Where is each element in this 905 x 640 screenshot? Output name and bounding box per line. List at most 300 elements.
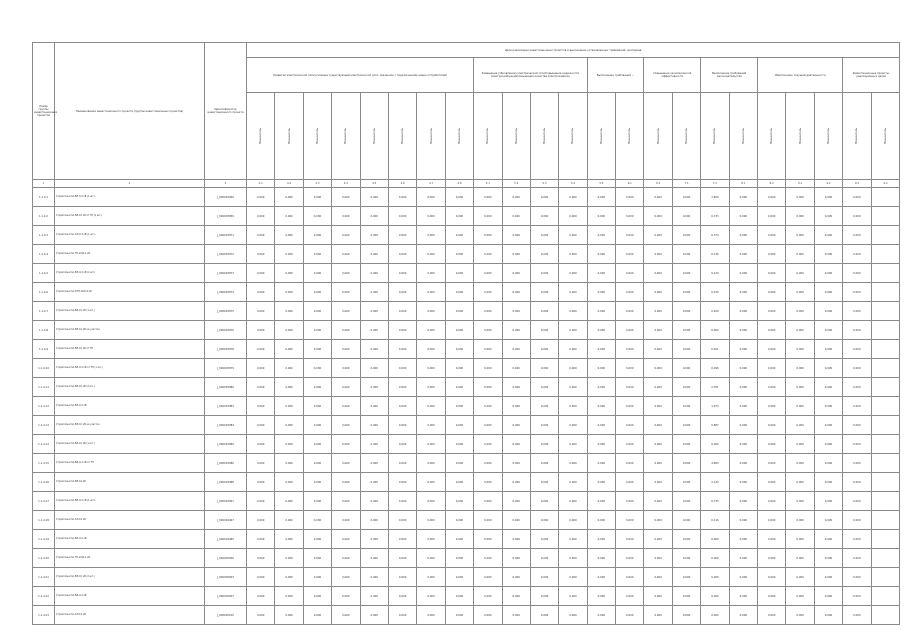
value-cell: 0,000 bbox=[616, 264, 644, 283]
value-cell: 0,000 bbox=[417, 511, 445, 530]
column-number-cell: 6.2 bbox=[644, 180, 672, 188]
table-row bbox=[33, 454, 900, 473]
value-cell: 0,000 bbox=[388, 226, 416, 245]
value-cell: 0,000 bbox=[701, 530, 729, 549]
value-cell: 0,000 bbox=[644, 340, 672, 359]
column-number-cell: 2 bbox=[55, 180, 205, 188]
subheader-cell: Показатель bbox=[502, 93, 530, 180]
value-cell: 0,000 bbox=[502, 340, 530, 359]
empty-cell bbox=[871, 568, 900, 587]
table-row bbox=[33, 416, 900, 435]
value-cell: 0,000 bbox=[388, 378, 416, 397]
value-cell: 0,000 bbox=[644, 207, 672, 226]
value-cell: 0,000 bbox=[559, 226, 587, 245]
value-cell: 0,000 bbox=[758, 226, 786, 245]
value-cell: 0,000 bbox=[729, 302, 757, 321]
value-cell: 0,000 bbox=[729, 359, 757, 378]
value-cell: 0,000 bbox=[445, 378, 473, 397]
value-cell: 0,000 bbox=[786, 378, 814, 397]
empty-cell bbox=[871, 245, 900, 264]
value-cell: 0,000 bbox=[672, 473, 700, 492]
value-cell: 0,000 bbox=[672, 587, 700, 606]
value-cell: 0,000 bbox=[417, 226, 445, 245]
value-cell: 0,000 bbox=[417, 302, 445, 321]
value-cell: 0,000 bbox=[247, 568, 275, 587]
value-cell: 0,000 bbox=[758, 378, 786, 397]
value-cell: 0,000 bbox=[417, 245, 445, 264]
value-cell: 0,000 bbox=[843, 188, 871, 207]
value-cell: 0,000 bbox=[587, 245, 615, 264]
value-cell: 0,000 bbox=[644, 226, 672, 245]
document-sheet bbox=[32, 42, 890, 632]
value-cell: 0,000 bbox=[644, 568, 672, 587]
value-cell: 0,000 bbox=[644, 435, 672, 454]
project-id-cell: J_000003976 bbox=[205, 321, 247, 340]
column-number-cell: 4.4 bbox=[332, 180, 360, 188]
value-cell: 0,000 bbox=[502, 283, 530, 302]
value-cell: 0,000 bbox=[417, 530, 445, 549]
row-number-cell: 1.1.4.17 bbox=[33, 492, 55, 511]
value-cell: 0,000 bbox=[559, 245, 587, 264]
subheader-cell: Показатель bbox=[672, 93, 700, 180]
value-cell: 0,000 bbox=[530, 606, 558, 625]
value-cell: 0,209 bbox=[701, 302, 729, 321]
table-row bbox=[33, 207, 900, 226]
project-id-cell: J_000005007 bbox=[205, 587, 247, 606]
value-cell: 0,000 bbox=[445, 245, 473, 264]
value-cell: 0,000 bbox=[388, 397, 416, 416]
value-cell: 0,000 bbox=[616, 378, 644, 397]
value-cell: 0,000 bbox=[559, 549, 587, 568]
project-name-cell: Строительство КЛ-0,4 кВ (1 шт.) bbox=[55, 226, 205, 245]
value-cell: 0,000 bbox=[616, 511, 644, 530]
project-name-cell: Строительство ВЛ-10 кВ (1 шт.) bbox=[55, 435, 205, 454]
group-header-6: Обеспечение текущей деятельности bbox=[758, 58, 843, 93]
value-cell: 0,000 bbox=[360, 188, 388, 207]
value-cell: 0,000 bbox=[616, 530, 644, 549]
value-cell: 0,000 bbox=[502, 454, 530, 473]
value-cell: 0,000 bbox=[672, 530, 700, 549]
value-cell: 0,000 bbox=[644, 473, 672, 492]
column-number-cell: 4.3 bbox=[303, 180, 331, 188]
value-cell: 0,000 bbox=[332, 302, 360, 321]
value-cell: 0,000 bbox=[275, 340, 303, 359]
value-cell: 0,000 bbox=[559, 473, 587, 492]
value-cell: 0,000 bbox=[729, 492, 757, 511]
project-id-cell: J_000003991 bbox=[205, 492, 247, 511]
project-name-cell: Строительство ВЛ-10 кВ от ТП bbox=[55, 340, 205, 359]
project-name-cell: Строительство ВЛ-10 кВ на участке bbox=[55, 321, 205, 340]
table-row bbox=[33, 587, 900, 606]
value-cell: 0,000 bbox=[247, 245, 275, 264]
value-cell: 0,000 bbox=[303, 264, 331, 283]
value-cell: 0,000 bbox=[672, 302, 700, 321]
value-cell: 0,000 bbox=[360, 264, 388, 283]
value-cell: 0,000 bbox=[701, 549, 729, 568]
subheader-cell: Показатель bbox=[247, 93, 275, 180]
value-cell: 0,000 bbox=[445, 207, 473, 226]
value-cell: 0,000 bbox=[559, 188, 587, 207]
value-cell: 0,000 bbox=[445, 340, 473, 359]
value-cell: 0,000 bbox=[332, 511, 360, 530]
value-cell: 0,000 bbox=[360, 511, 388, 530]
value-cell: 0,000 bbox=[758, 587, 786, 606]
value-cell: 0,021 bbox=[701, 340, 729, 359]
value-cell: 0,000 bbox=[247, 492, 275, 511]
value-cell: 0,000 bbox=[275, 473, 303, 492]
value-cell: 0,000 bbox=[843, 435, 871, 454]
column-number-cell: 4.2 bbox=[275, 180, 303, 188]
value-cell: 0,000 bbox=[559, 454, 587, 473]
value-cell: 0,130 bbox=[701, 245, 729, 264]
subheader-cell: Показатель bbox=[388, 93, 416, 180]
project-id-cell: J_000003980 bbox=[205, 378, 247, 397]
value-cell: 0,000 bbox=[417, 321, 445, 340]
value-cell: 0,000 bbox=[388, 606, 416, 625]
value-cell: 0,000 bbox=[672, 264, 700, 283]
value-cell: 0,000 bbox=[758, 397, 786, 416]
value-cell: 0,000 bbox=[587, 606, 615, 625]
table-row bbox=[33, 549, 900, 568]
value-cell: 0,000 bbox=[814, 302, 842, 321]
value-cell: 0,000 bbox=[814, 587, 842, 606]
value-cell: 2,143 bbox=[701, 473, 729, 492]
value-cell: 0,000 bbox=[786, 359, 814, 378]
column-number-cell: 4.6 bbox=[388, 180, 416, 188]
value-cell: 0,000 bbox=[332, 321, 360, 340]
project-id-cell: J_000004485 bbox=[205, 530, 247, 549]
value-cell: 0,000 bbox=[559, 321, 587, 340]
value-cell: 0,000 bbox=[530, 359, 558, 378]
value-cell: 0,000 bbox=[843, 245, 871, 264]
subheader-cell: Показатель bbox=[871, 93, 900, 180]
value-cell: 0,000 bbox=[360, 530, 388, 549]
column-number-cell: 3 bbox=[205, 180, 247, 188]
value-cell: 0,000 bbox=[729, 587, 757, 606]
value-cell: 0,000 bbox=[530, 207, 558, 226]
col-id-header: Идентификатор инвестиционного проекта bbox=[205, 43, 247, 180]
value-cell: 0,000 bbox=[388, 416, 416, 435]
value-cell: 0,000 bbox=[786, 340, 814, 359]
value-cell: 0,000 bbox=[275, 549, 303, 568]
value-cell: 0,000 bbox=[814, 226, 842, 245]
table-row bbox=[33, 340, 900, 359]
value-cell: 0,000 bbox=[388, 245, 416, 264]
value-cell: 0,000 bbox=[275, 530, 303, 549]
value-cell: 0,000 bbox=[672, 226, 700, 245]
project-id-cell: J_000003974 bbox=[205, 283, 247, 302]
value-cell: 0,000 bbox=[729, 321, 757, 340]
value-cell: 0,000 bbox=[417, 473, 445, 492]
value-cell: 0,000 bbox=[644, 359, 672, 378]
table-row bbox=[33, 473, 900, 492]
subheader-cell: Показатель bbox=[843, 93, 871, 180]
value-cell: 0,000 bbox=[672, 492, 700, 511]
value-cell: 0,000 bbox=[672, 435, 700, 454]
value-cell: 0,000 bbox=[530, 530, 558, 549]
value-cell: 0,000 bbox=[814, 454, 842, 473]
column-number-cell: 4.1 bbox=[247, 180, 275, 188]
value-cell: 0,070 bbox=[701, 283, 729, 302]
table-row bbox=[33, 568, 900, 587]
value-cell: 0,000 bbox=[786, 511, 814, 530]
empty-cell bbox=[871, 397, 900, 416]
value-cell: 0,000 bbox=[275, 245, 303, 264]
project-name-cell: Строительство ВЛ-0,4 кВ bbox=[55, 397, 205, 416]
value-cell: 0,000 bbox=[814, 435, 842, 454]
value-cell: 0,000 bbox=[332, 340, 360, 359]
project-name-cell: Строительство ВЛ 0,4 кВ (1 шт.) bbox=[55, 188, 205, 207]
value-cell: 0,000 bbox=[616, 587, 644, 606]
value-cell: 0,000 bbox=[587, 454, 615, 473]
value-cell: 0,000 bbox=[786, 530, 814, 549]
value-cell: 0,000 bbox=[303, 188, 331, 207]
value-cell: 0,000 bbox=[758, 340, 786, 359]
value-cell: 0,000 bbox=[729, 454, 757, 473]
group-header-4: Повышение экономической эффективности bbox=[644, 58, 701, 93]
value-cell: 0,000 bbox=[814, 359, 842, 378]
value-cell: 0,000 bbox=[417, 264, 445, 283]
subheader-cell: Показатель bbox=[814, 93, 842, 180]
value-cell: 0,000 bbox=[332, 435, 360, 454]
value-cell: 0,000 bbox=[332, 587, 360, 606]
value-cell: 0,000 bbox=[388, 492, 416, 511]
value-cell: 0,000 bbox=[758, 473, 786, 492]
value-cell: 0,000 bbox=[559, 302, 587, 321]
value-cell: 0,000 bbox=[502, 530, 530, 549]
value-cell: 0,000 bbox=[758, 245, 786, 264]
value-cell: 0,000 bbox=[388, 264, 416, 283]
value-cell: 0,000 bbox=[474, 226, 502, 245]
value-cell: 0,000 bbox=[332, 188, 360, 207]
col-name-header: Наименование инвестиционного проекта (группы инвестиционных проектов) bbox=[55, 43, 205, 180]
project-id-cell: J_000005010 bbox=[205, 606, 247, 625]
subheader-cell: Показатель bbox=[530, 93, 558, 180]
value-cell: 0,000 bbox=[672, 188, 700, 207]
value-cell: 0,000 bbox=[303, 454, 331, 473]
value-cell: 0,000 bbox=[388, 302, 416, 321]
value-cell: 0,000 bbox=[530, 587, 558, 606]
value-cell: 0,000 bbox=[729, 340, 757, 359]
value-cell: 0,000 bbox=[445, 606, 473, 625]
value-cell: 0,000 bbox=[616, 245, 644, 264]
value-cell: 0,733 bbox=[701, 207, 729, 226]
table-row bbox=[33, 435, 900, 454]
row-number-cell: 1.1.4.19 bbox=[33, 530, 55, 549]
row-number-cell: 1.1.4.3 bbox=[33, 226, 55, 245]
value-cell: 0,000 bbox=[758, 264, 786, 283]
value-cell: 0,000 bbox=[502, 378, 530, 397]
project-id-cell: J_000003986 bbox=[205, 454, 247, 473]
project-id-cell: J_000003972 bbox=[205, 245, 247, 264]
value-cell: 0,000 bbox=[332, 568, 360, 587]
value-cell: 0,000 bbox=[247, 207, 275, 226]
value-cell: 0,000 bbox=[729, 568, 757, 587]
value-cell: 0,000 bbox=[530, 321, 558, 340]
value-cell: 0,000 bbox=[843, 283, 871, 302]
value-cell: 0,000 bbox=[530, 264, 558, 283]
value-cell: 0,000 bbox=[474, 473, 502, 492]
empty-cell bbox=[871, 283, 900, 302]
project-id-cell: J_000005000 bbox=[205, 549, 247, 568]
value-cell: 0,000 bbox=[332, 454, 360, 473]
value-cell: 0,000 bbox=[616, 226, 644, 245]
value-cell: 0,000 bbox=[474, 511, 502, 530]
value-cell: 0,116 bbox=[701, 511, 729, 530]
empty-cell bbox=[871, 378, 900, 397]
value-cell: 0,000 bbox=[445, 397, 473, 416]
value-cell: 0,000 bbox=[388, 359, 416, 378]
value-cell: 0,000 bbox=[417, 397, 445, 416]
value-cell: 0,000 bbox=[445, 492, 473, 511]
value-cell: 0,000 bbox=[616, 188, 644, 207]
column-number-cell: 7.1 bbox=[672, 180, 700, 188]
value-cell: 0,000 bbox=[814, 473, 842, 492]
value-cell: 0,000 bbox=[786, 606, 814, 625]
value-cell: 0,000 bbox=[644, 492, 672, 511]
table-row bbox=[33, 245, 900, 264]
value-cell: 1,650 bbox=[701, 188, 729, 207]
group-header-1: Развитие электрической сети/усиление существующей электрической сети, связанное с подключением новых потребителей bbox=[247, 58, 474, 93]
value-cell: 0,000 bbox=[388, 283, 416, 302]
value-cell: 0,000 bbox=[644, 416, 672, 435]
table-row bbox=[33, 378, 900, 397]
value-cell: 0,000 bbox=[729, 207, 757, 226]
value-cell: 0,000 bbox=[360, 435, 388, 454]
value-cell: 0,000 bbox=[616, 359, 644, 378]
value-cell: 0,000 bbox=[644, 511, 672, 530]
value-cell: 0,000 bbox=[502, 188, 530, 207]
value-cell: 0,000 bbox=[303, 549, 331, 568]
value-cell: 0,000 bbox=[332, 359, 360, 378]
value-cell: 0,000 bbox=[786, 321, 814, 340]
value-cell: 0,000 bbox=[530, 454, 558, 473]
value-cell: 0,000 bbox=[644, 245, 672, 264]
value-cell: 0,000 bbox=[502, 587, 530, 606]
value-cell: 0,000 bbox=[303, 226, 331, 245]
project-name-cell: Строительство ВЛ-10 кВ от ТП (1 шт.) bbox=[55, 207, 205, 226]
value-cell: 0,000 bbox=[786, 454, 814, 473]
subheader-cell: Показатель bbox=[701, 93, 729, 180]
row-number-cell: 1.1.4.5 bbox=[33, 264, 55, 283]
value-cell: 0,000 bbox=[786, 435, 814, 454]
value-cell: 0,000 bbox=[247, 359, 275, 378]
value-cell: 0,000 bbox=[587, 321, 615, 340]
value-cell: 0,000 bbox=[417, 416, 445, 435]
value-cell: 0,000 bbox=[360, 321, 388, 340]
column-number-cell: 1 bbox=[33, 180, 55, 188]
value-cell: 0,000 bbox=[786, 264, 814, 283]
value-cell: 0,000 bbox=[332, 606, 360, 625]
value-cell: 0,000 bbox=[303, 283, 331, 302]
value-cell: 0,000 bbox=[474, 587, 502, 606]
row-number-cell: 1.1.4.9 bbox=[33, 340, 55, 359]
empty-cell bbox=[871, 473, 900, 492]
value-cell: 0,000 bbox=[474, 530, 502, 549]
project-name-cell: Строительство ВЛ-10 кВ (2 шт.) bbox=[55, 568, 205, 587]
value-cell: 0,000 bbox=[758, 568, 786, 587]
value-cell: 0,000 bbox=[474, 340, 502, 359]
value-cell: 0,000 bbox=[303, 511, 331, 530]
value-cell: 0,000 bbox=[587, 397, 615, 416]
subheader-cell: Показатель bbox=[445, 93, 473, 180]
value-cell: 0,000 bbox=[786, 207, 814, 226]
value-cell: 0,000 bbox=[502, 492, 530, 511]
value-cell: 0,000 bbox=[360, 606, 388, 625]
empty-cell bbox=[871, 549, 900, 568]
value-cell: 0,000 bbox=[474, 568, 502, 587]
column-number-cell: 5.5 bbox=[587, 180, 615, 188]
value-cell: 0,000 bbox=[417, 207, 445, 226]
value-cell: 0,000 bbox=[445, 188, 473, 207]
value-cell: 0,000 bbox=[388, 568, 416, 587]
project-name-cell: Строительство ВЛ-0,4 кВ от ТП bbox=[55, 454, 205, 473]
empty-cell bbox=[871, 530, 900, 549]
value-cell: 0,000 bbox=[616, 207, 644, 226]
column-number-cell: 9.3 bbox=[843, 180, 871, 188]
subheader-cell: Показатель bbox=[474, 93, 502, 180]
value-cell: 0,000 bbox=[843, 416, 871, 435]
row-number-cell: 1.1.4.4 bbox=[33, 245, 55, 264]
value-cell: 0,000 bbox=[303, 587, 331, 606]
value-cell: 0,000 bbox=[445, 435, 473, 454]
value-cell: 0,000 bbox=[814, 245, 842, 264]
value-cell: 0,000 bbox=[786, 473, 814, 492]
value-cell: 0,000 bbox=[247, 473, 275, 492]
value-cell: 0,000 bbox=[843, 473, 871, 492]
column-number-cell: 4.7 bbox=[417, 180, 445, 188]
value-cell: 0,000 bbox=[502, 511, 530, 530]
value-cell: 0,000 bbox=[758, 492, 786, 511]
project-id-cell: J_000003959 bbox=[205, 207, 247, 226]
value-cell: 0,000 bbox=[729, 473, 757, 492]
value-cell: 0,000 bbox=[843, 511, 871, 530]
value-cell: 0,000 bbox=[843, 359, 871, 378]
row-number-cell: 1.1.4.11 bbox=[33, 378, 55, 397]
value-cell: 0,000 bbox=[275, 606, 303, 625]
value-cell: 0,000 bbox=[388, 340, 416, 359]
value-cell: 0,000 bbox=[332, 378, 360, 397]
project-id-cell: J_000003985 bbox=[205, 435, 247, 454]
col-no-header: Номер группы инвестиционных проектов bbox=[33, 43, 55, 180]
group-header-3: Выполнение требований ... bbox=[587, 58, 644, 93]
project-name-cell: Строительство ВЛ-0,4 кВ от ТП (1 шт.) bbox=[55, 359, 205, 378]
value-cell: 0,000 bbox=[417, 340, 445, 359]
value-cell: 0,000 bbox=[644, 454, 672, 473]
row-number-cell: 1.1.4.22 bbox=[33, 587, 55, 606]
value-cell: 0,000 bbox=[814, 378, 842, 397]
value-cell: 0,000 bbox=[587, 302, 615, 321]
value-cell: 0,000 bbox=[559, 416, 587, 435]
value-cell: 0,000 bbox=[587, 226, 615, 245]
value-cell: 0,000 bbox=[445, 454, 473, 473]
value-cell: 0,000 bbox=[360, 568, 388, 587]
project-id-cell: J_000003978 bbox=[205, 340, 247, 359]
value-cell: 0,000 bbox=[644, 302, 672, 321]
subheader-cell: Показатель bbox=[644, 93, 672, 180]
value-cell: 0,000 bbox=[672, 606, 700, 625]
value-cell: 0,000 bbox=[644, 283, 672, 302]
value-cell: 0,000 bbox=[474, 207, 502, 226]
row-number-cell: 1.1.4.10 bbox=[33, 359, 55, 378]
value-cell: 0,000 bbox=[729, 549, 757, 568]
empty-cell bbox=[871, 188, 900, 207]
value-cell: 0,000 bbox=[360, 207, 388, 226]
value-cell: 0,000 bbox=[332, 549, 360, 568]
table-row bbox=[33, 188, 900, 207]
value-cell: 0,000 bbox=[616, 416, 644, 435]
value-cell: 0,000 bbox=[247, 435, 275, 454]
